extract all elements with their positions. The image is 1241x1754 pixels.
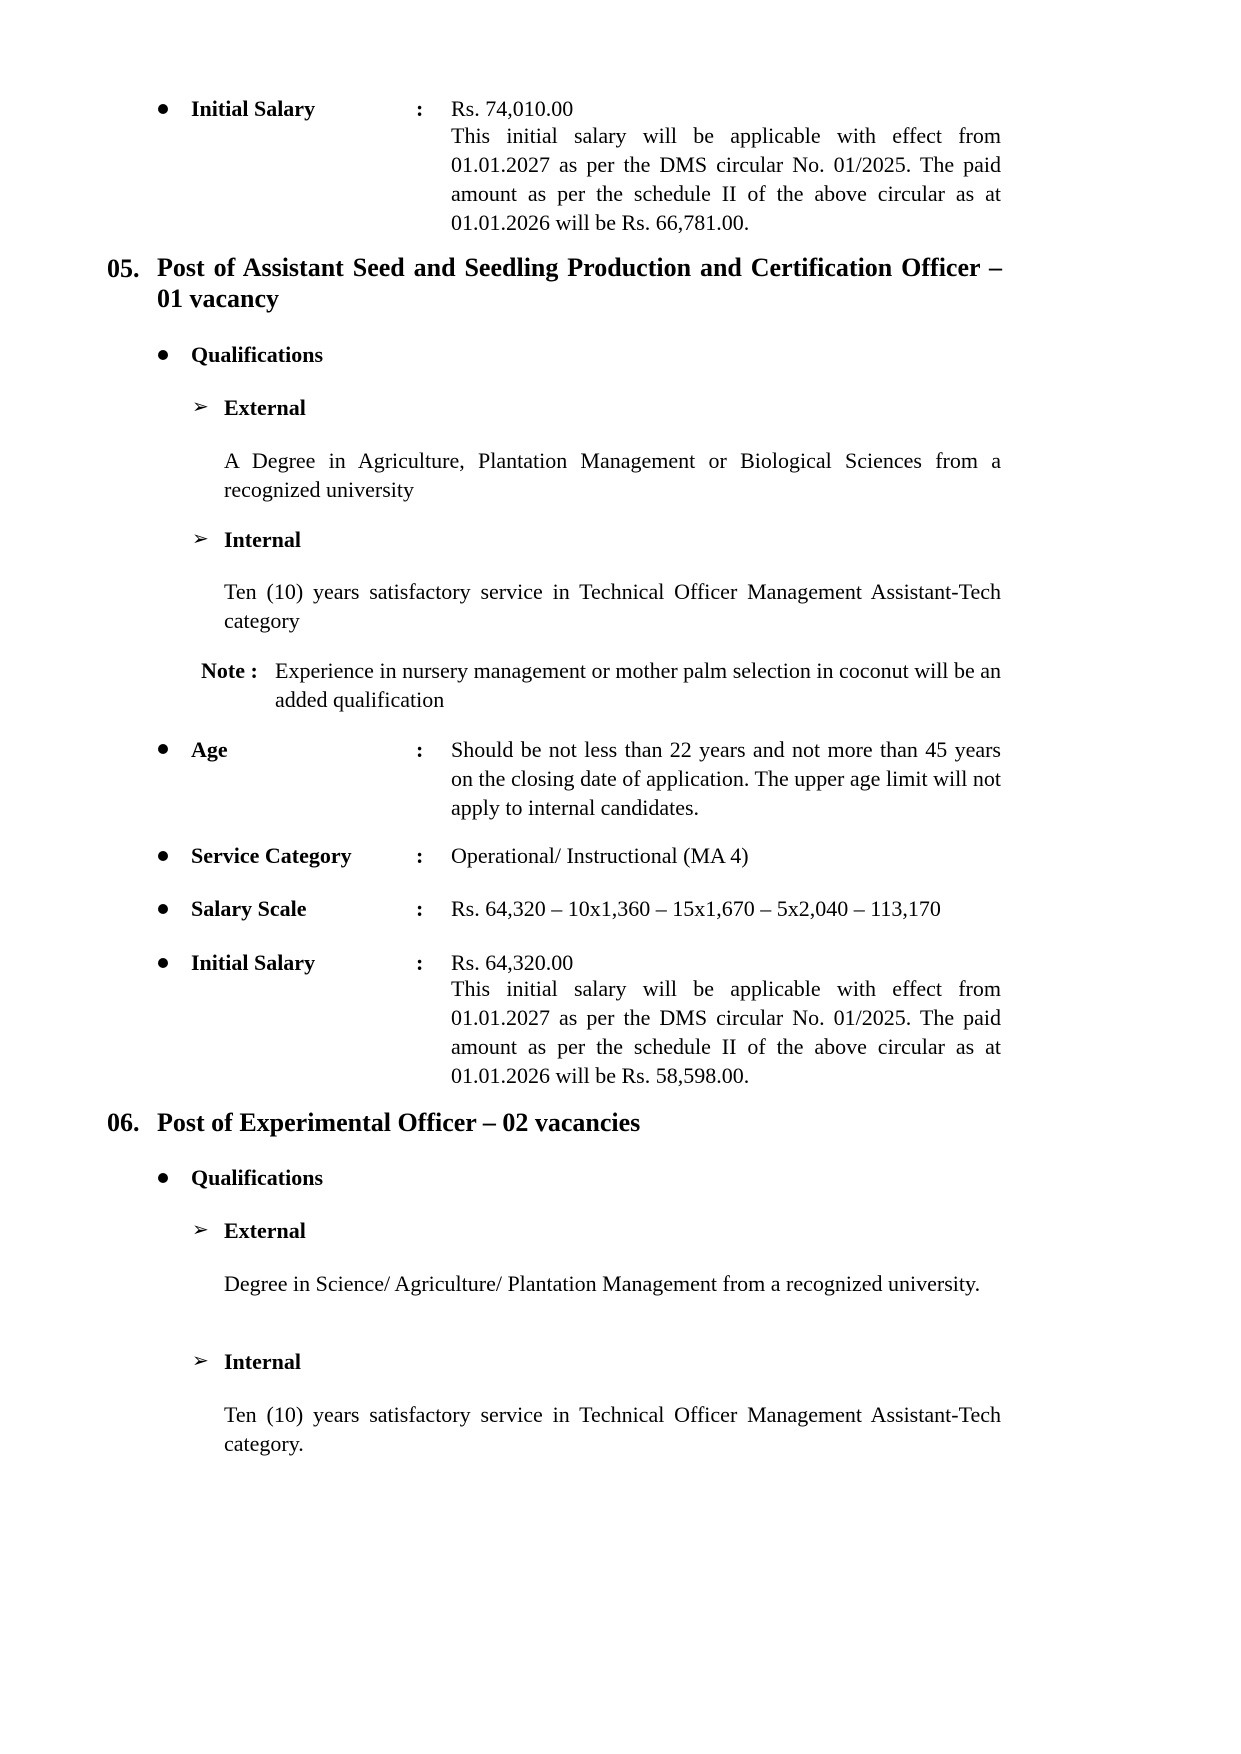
internal-label: Internal xyxy=(224,527,301,552)
bullet-icon xyxy=(158,958,168,968)
internal-label: Internal xyxy=(224,1349,301,1374)
arrow-icon: ➢ xyxy=(192,528,209,550)
bullet-icon xyxy=(158,904,168,914)
initial-salary-amount: Rs. 64,320.00 xyxy=(451,950,574,975)
section-number: 06. xyxy=(107,1108,140,1137)
internal-text: Ten (10) years satisfactory service in Technical Officer Management Assistant-Tech category xyxy=(224,579,1001,633)
initial-salary-note: This initial salary will be applicable with effect from 01.01.2027 as per the DMS circular No. 01/2025. The paid amount as per the schedule II of the above circular as at 01.01.2026 will be Rs. 66,781.00. xyxy=(451,123,1001,235)
section-number: 05. xyxy=(107,254,140,283)
arrow-icon: ➢ xyxy=(192,396,209,418)
external-label: External xyxy=(224,395,306,420)
initial-salary-note: This initial salary will be applicable with effect from 01.01.2027 as per the DMS circular No. 01/2025. The paid amount as per the schedule II of the above circular as at 01.01.2026 will be Rs. 58,598.00. xyxy=(451,976,1001,1088)
note-label: Note : xyxy=(201,658,258,683)
arrow-icon: ➢ xyxy=(192,1219,209,1241)
section-title: Post of Assistant Seed and Seedling Production and Certification Officer – 01 vacancy xyxy=(157,253,1002,313)
colon: : xyxy=(416,843,424,868)
note-text: Experience in nursery management or mother palm selection in coconut will be an added qualification xyxy=(275,658,1001,712)
colon: : xyxy=(416,737,424,762)
colon: : xyxy=(416,950,424,975)
service-category-label: Service Category xyxy=(191,843,352,868)
salary-scale-label: Salary Scale xyxy=(191,896,307,921)
bullet-icon xyxy=(158,1173,168,1183)
external-text: A Degree in Agriculture, Plantation Management or Biological Sciences from a recognized university xyxy=(224,448,1001,502)
initial-salary-label: Initial Salary xyxy=(191,96,316,121)
initial-salary-amount: Rs. 74,010.00 xyxy=(451,96,574,121)
arrow-icon: ➢ xyxy=(192,1350,209,1372)
bullet-icon xyxy=(158,104,168,114)
age-value: Should be not less than 22 years and not more than 45 years on the closing date of application. The upper age limit will not apply to internal candidates. xyxy=(451,737,1001,820)
qualifications-label: Qualifications xyxy=(191,1165,324,1190)
initial-salary-label: Initial Salary xyxy=(191,950,316,975)
bullet-icon xyxy=(158,851,168,861)
internal-text: Ten (10) years satisfactory service in Technical Officer Management Assistant-Tech category. xyxy=(224,1402,1001,1456)
section-title: Post of Experimental Officer – 02 vacancies xyxy=(157,1108,641,1137)
age-label: Age xyxy=(191,737,228,762)
salary-scale-value: Rs. 64,320 – 10x1,360 – 15x1,670 – 5x2,040 – 113,170 xyxy=(451,896,941,921)
external-label: External xyxy=(224,1218,306,1243)
external-text: Degree in Science/ Agriculture/ Plantation Management from a recognized university. xyxy=(224,1271,981,1296)
colon: : xyxy=(416,96,424,121)
colon: : xyxy=(416,896,424,921)
service-category-value: Operational/ Instructional (MA 4) xyxy=(451,843,749,868)
bullet-icon xyxy=(158,744,168,754)
bullet-icon xyxy=(158,350,168,360)
qualifications-label: Qualifications xyxy=(191,342,324,367)
